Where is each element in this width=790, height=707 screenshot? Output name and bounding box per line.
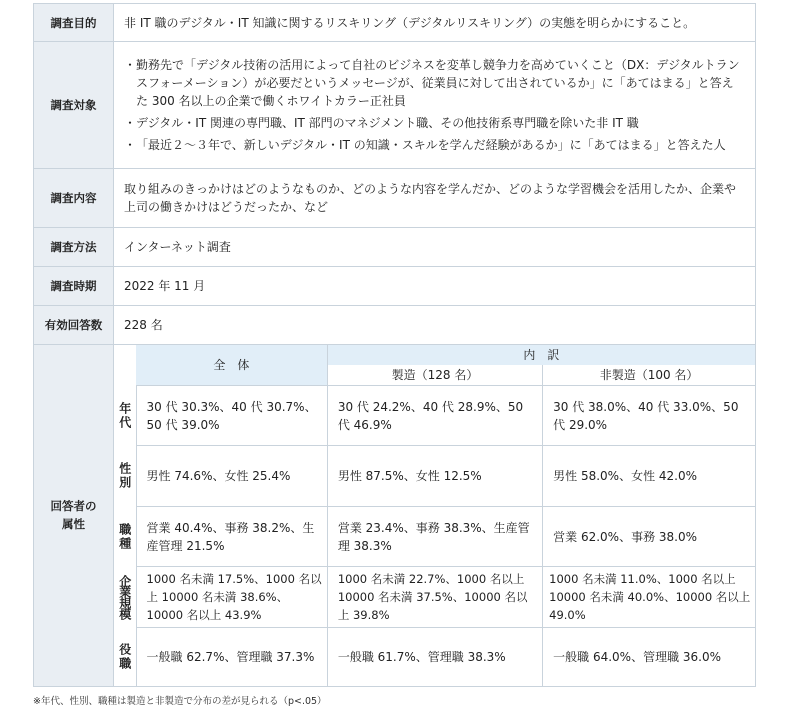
target-bullet: ・ 勤務先で「デジタル技術の活用によって自社のビジネスを変革し競争力を高めていくこと（DX：デジタルトランスフォーメーション）が必要だというメッセージが、従業員に対して出されているか」に「あてはまる」と答えた 300 名以上の企業で働くホワイトカラー正社員 <box>124 58 740 108</box>
header-breakdown: 内 訳 <box>327 345 755 365</box>
attributes-label: 回答者の属性 <box>34 345 114 687</box>
period-label: 調査時期 <box>34 267 114 306</box>
row-label-age: 年代 <box>117 401 132 430</box>
content-value: 取り組みのきっかけはどのようなものか、どのような内容を学んだか、どのような学習機会を活用したか、企業や上司の働きかけはどうだったか、など <box>114 169 756 228</box>
content-label: 調査内容 <box>34 169 114 228</box>
gender-nonmfg: 男性 58.0%、女性 42.0% <box>543 446 755 507</box>
purpose-value: 非 IT 職のデジタル・IT 知識に関するリスキリング（デジタルリスキリング）の実態を明らかにすること。 <box>114 4 756 42</box>
row-label-company-size: 企業規模 <box>117 575 132 619</box>
header-overall: 全 体 <box>136 345 327 386</box>
row-label-job: 職種 <box>117 522 132 551</box>
target-bullet: ・ デジタル・IT 関連の専門職、IT 部門のマネジメント職、その他技術系専門職を除いた非 IT 職 <box>124 116 639 130</box>
age-nonmfg: 30 代 38.0%、40 代 33.0%、50 代 29.0% <box>543 386 755 446</box>
footnote: ※年代、性別、職種は製造と非製造で分布の差が見られる（p<.05） <box>33 696 327 707</box>
purpose-label: 調査目的 <box>34 4 114 42</box>
job-overall: 営業 40.4%、事務 38.2%、生産管理 21.5% <box>136 507 327 567</box>
row-label-gender: 性別 <box>117 462 132 490</box>
age-overall: 30 代 30.3%、40 代 30.7%、50 代 39.0% <box>136 386 327 446</box>
age-mfg: 30 代 24.2%、40 代 28.9%、50 代 46.9% <box>327 386 542 446</box>
target-label: 調査対象 <box>34 42 114 169</box>
row-label-position: 役職 <box>117 642 132 671</box>
responses-value: 228 名 <box>114 306 756 345</box>
header-nonmfg: 非製造（100 名） <box>543 365 755 386</box>
header-mfg: 製造（128 名） <box>327 365 542 386</box>
target-value <box>114 42 756 169</box>
size-nonmfg: 1000 名未満 11.0%、1000 名以上 10000 名未満 40.0%、10000 名以上 49.0% <box>543 567 755 628</box>
position-overall: 一般職 62.7%、管理職 37.3% <box>136 628 327 686</box>
target-bullet: ・ 「最近２〜３年で、新しいデジタル・IT の知識・スキルを学んだ経験があるか」に「あてはまる」と答えた人 <box>124 138 726 152</box>
gender-mfg: 男性 87.5%、女性 12.5% <box>327 446 542 507</box>
size-mfg: 1000 名未満 22.7%、1000 名以上 10000 名未満 37.5%、10000 名以上 39.8% <box>327 567 542 628</box>
job-nonmfg: 営業 62.0%、事務 38.0% <box>543 507 755 567</box>
gender-overall: 男性 74.6%、女性 25.4% <box>136 446 327 507</box>
method-value: インターネット調査 <box>114 228 756 267</box>
survey-overview-table <box>33 3 755 687</box>
responses-label: 有効回答数 <box>34 306 114 345</box>
job-mfg: 営業 23.4%、事務 38.3%、生産管理 38.3% <box>327 507 542 567</box>
size-overall: 1000 名未満 17.5%、1000 名以上 10000 名未満 38.6%、10000 名以上 43.9% <box>136 567 327 628</box>
position-mfg: 一般職 61.7%、管理職 38.3% <box>327 628 542 686</box>
position-nonmfg: 一般職 64.0%、管理職 36.0% <box>543 628 755 686</box>
attributes-area <box>114 345 756 687</box>
method-label: 調査方法 <box>34 228 114 267</box>
period-value: 2022 年 11 月 <box>114 267 756 306</box>
